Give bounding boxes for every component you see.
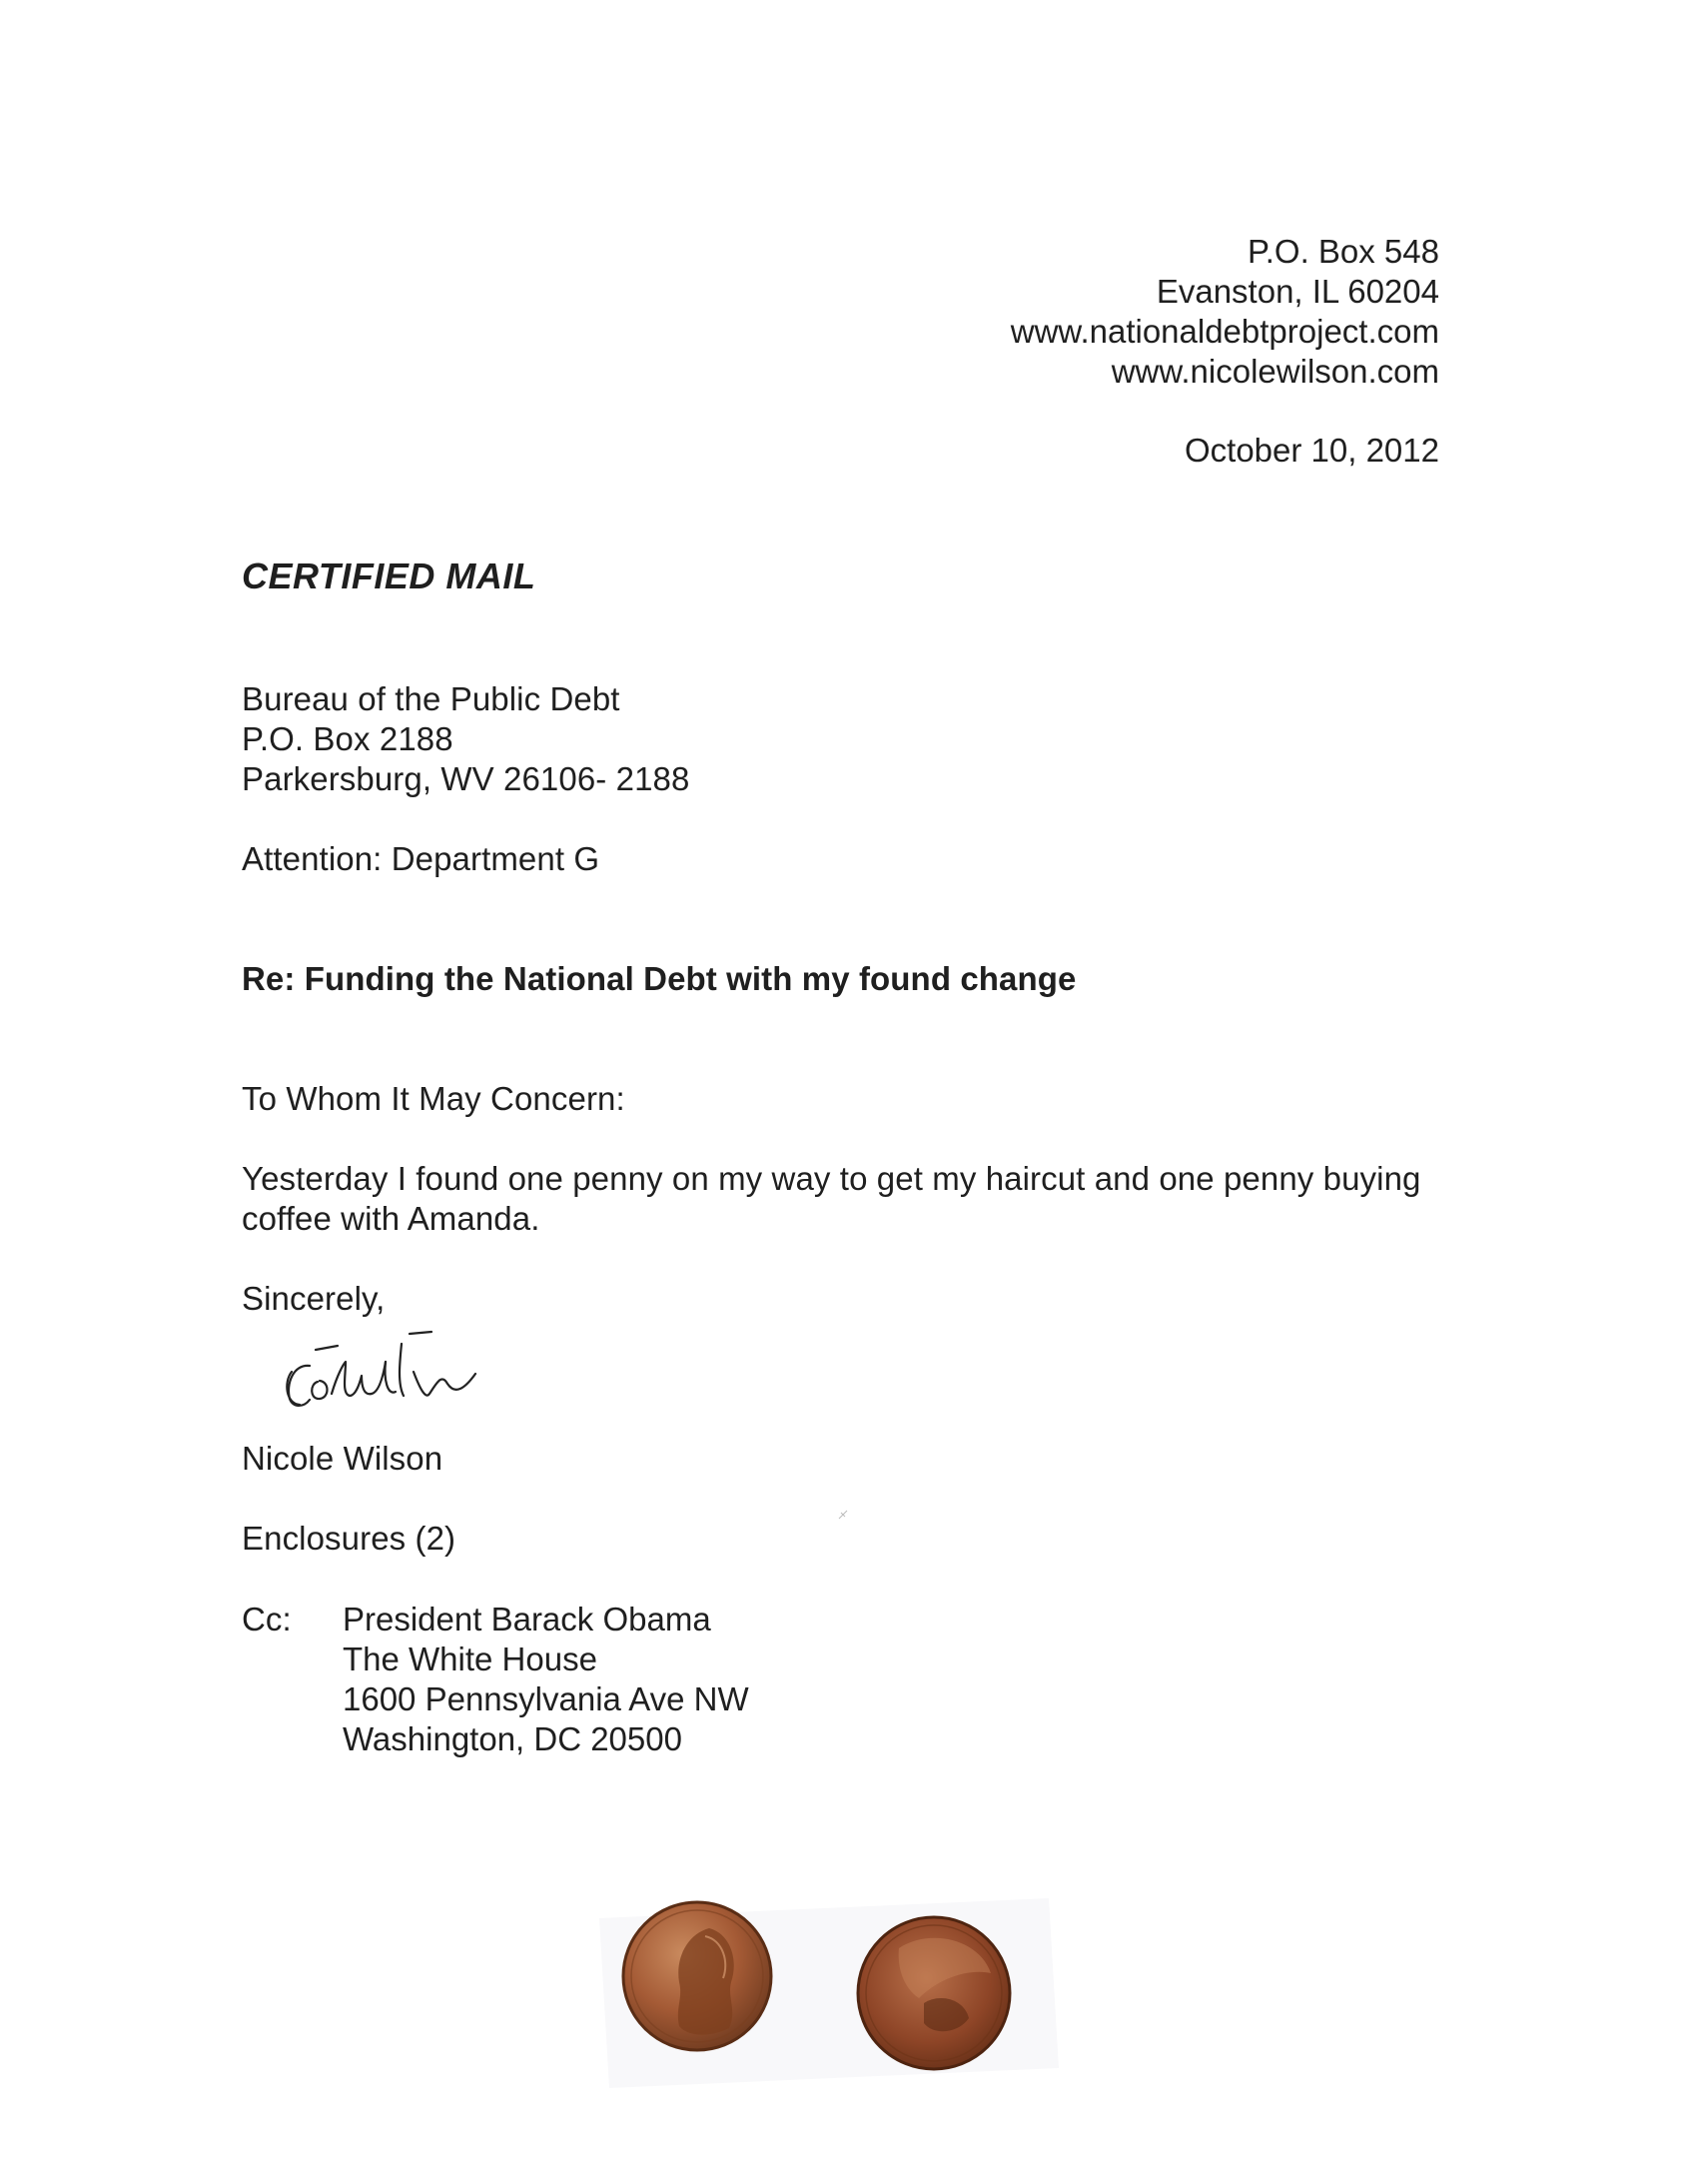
subject-line: Re: Funding the National Debt with my found change <box>242 960 1077 997</box>
sender-website-2: www.nicolewilson.com <box>1111 353 1439 390</box>
cc-line-2: The White House <box>343 1640 597 1677</box>
penny-reverse-icon <box>858 1917 1010 2069</box>
cc-line-3: 1600 Pennsylvania Ave NW <box>343 1680 749 1717</box>
cc-line-4: Washington, DC 20500 <box>343 1720 682 1757</box>
recipient-name: Bureau of the Public Debt <box>242 680 620 717</box>
handwritten-signature <box>280 1304 579 1414</box>
attention-line: Attention: Department G <box>242 840 600 877</box>
cc-address-block <box>343 1600 749 1759</box>
salutation: To Whom It May Concern: <box>242 1080 625 1117</box>
certified-mail-heading: CERTIFIED MAIL <box>242 555 536 596</box>
paper-speck <box>837 1509 849 1521</box>
enclosed-pennies <box>579 1878 1079 2098</box>
penny-obverse-icon <box>623 1902 771 2050</box>
signer-name: Nicole Wilson <box>242 1440 443 1477</box>
recipient-address-line2: Parkersburg, WV 26106- 2188 <box>242 760 690 797</box>
closing: Sincerely, <box>242 1280 386 1317</box>
sender-website-1: www.nationaldebtproject.com <box>1010 313 1439 350</box>
recipient-address-line1: P.O. Box 2188 <box>242 720 453 757</box>
letter-date: October 10, 2012 <box>1184 432 1439 469</box>
sender-address-line1: P.O. Box 548 <box>1247 233 1439 270</box>
cc-label: Cc: <box>242 1601 292 1638</box>
enclosures-line: Enclosures (2) <box>242 1520 456 1557</box>
letter-body: Yesterday I found one penny on my way to get my haircut and one penny buying coffee with Amanda. <box>242 1160 1421 1237</box>
cc-line-1: President Barack Obama <box>343 1601 711 1638</box>
sender-address-line2: Evanston, IL 60204 <box>1156 273 1439 310</box>
